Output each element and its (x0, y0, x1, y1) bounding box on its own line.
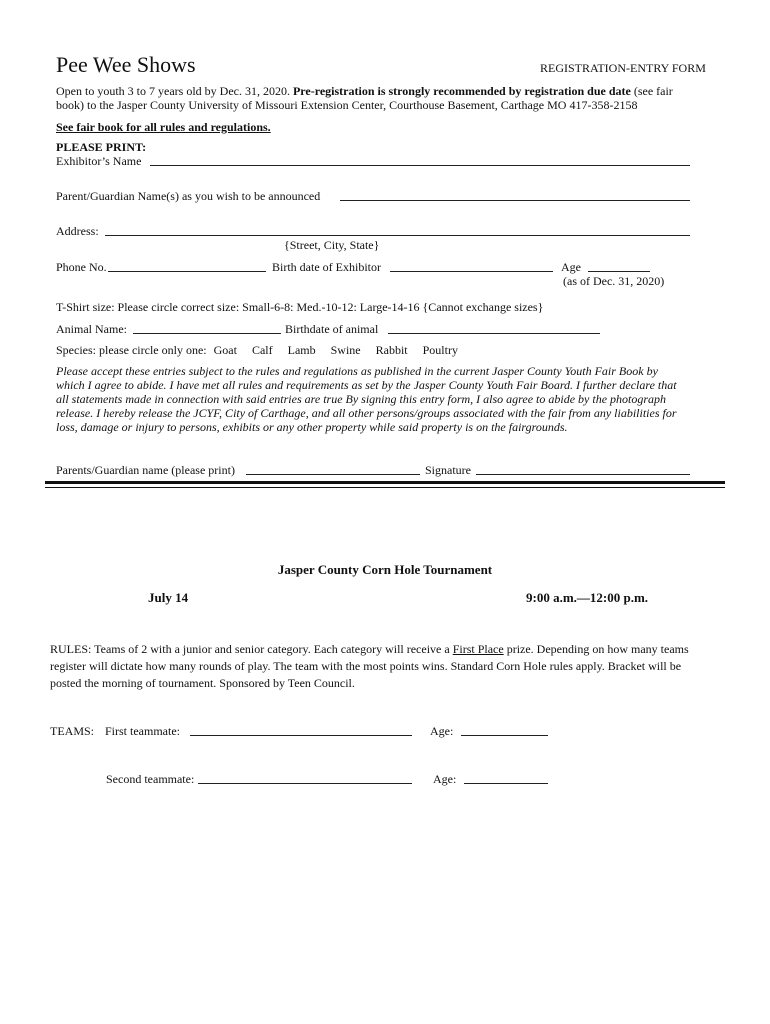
species-option-calf[interactable]: Calf (251, 343, 273, 357)
birthdate-field[interactable] (390, 271, 553, 272)
guardian-name-field[interactable] (340, 200, 690, 201)
first-place-text: First Place (452, 642, 504, 656)
release-line: all statements made in connection with said entries are true By signing this entry form, I also agree to abide by the photograph (56, 392, 667, 406)
rules-line-2: register will dictate how many rounds of play. The team with the most points wins. Standard Corn Hole rules apply. Bracket will be (50, 659, 682, 673)
species-option-rabbit[interactable]: Rabbit (375, 343, 408, 357)
first-teammate-age-label: Age: (430, 724, 454, 738)
first-teammate-label: First teammate: (105, 724, 180, 738)
species-option-goat[interactable]: Goat (213, 343, 237, 357)
animal-name-label: Animal Name: (56, 322, 127, 336)
age-field[interactable] (588, 271, 650, 272)
release-statement (56, 364, 721, 434)
species-option-swine[interactable]: Swine (330, 343, 361, 357)
age-hint: (as of Dec. 31, 2020) (563, 274, 665, 288)
intro-line-2: book) to the Jasper County University of Missouri Extension Center, Courthouse Basement, Carthage MO 417-358-2158 (56, 98, 638, 112)
signature-field[interactable] (476, 474, 690, 475)
release-line: loss, damage or injury to persons, exhibits or any other property while said property is on the fairgrounds. (56, 420, 568, 434)
animal-birthdate-field[interactable] (388, 333, 600, 334)
see-fair-book-note: See fair book for all rules and regulations. (56, 120, 271, 134)
species-option-poultry[interactable]: Poultry (422, 343, 458, 357)
section-divider-thin (45, 487, 725, 488)
rules-text-a: RULES: Teams of 2 with a junior and senior category. Each category will receive a (50, 642, 450, 656)
exhibitor-name-label: Exhibitor’s Name (56, 154, 142, 168)
second-teammate-field[interactable] (198, 783, 412, 784)
intro-text-a: Open to youth 3 to 7 years old by Dec. 31, 2020. (56, 84, 290, 98)
rules-line-3: posted the morning of tournament. Sponsored by Teen Council. (50, 676, 355, 690)
age-label: Age (561, 260, 581, 274)
release-line: release. I hereby release the JCYF, City of Carthage, and all other persons/groups associated with the fair from any liabilities for (56, 406, 677, 420)
phone-field[interactable] (108, 271, 266, 272)
guardian-print-field[interactable] (246, 474, 420, 475)
signature-label: Signature (425, 463, 471, 477)
exhibitor-name-field[interactable] (150, 165, 690, 166)
species-row (56, 343, 458, 357)
address-field[interactable] (105, 235, 690, 236)
species-option-lamb[interactable]: Lamb (287, 343, 316, 357)
rules-line-1 (50, 641, 730, 658)
cornhole-time: 9:00 a.m.—12:00 p.m. (526, 590, 649, 605)
animal-birthdate-label: Birthdate of animal (285, 322, 379, 336)
guardian-name-label: Parent/Guardian Name(s) as you wish to be announced (56, 189, 321, 203)
cornhole-title: Jasper County Corn Hole Tournament (277, 562, 493, 577)
first-teammate-field[interactable] (190, 735, 412, 736)
form-type-label: REGISTRATION-ENTRY FORM (540, 61, 706, 75)
second-teammate-age-field[interactable] (464, 783, 548, 784)
intro-line-1 (56, 84, 673, 98)
teams-label: TEAMS: (50, 724, 95, 738)
please-print-heading: PLEASE PRINT: (56, 140, 147, 154)
species-label: Species: please circle only one: (56, 343, 207, 357)
release-line: Please accept these entries subject to the rules and regulations as published in the current Jasper County Youth Fair Book by (56, 364, 658, 378)
intro-text-b: (see fair (633, 84, 673, 98)
form-title: Pee Wee Shows (56, 52, 196, 77)
animal-name-field[interactable] (133, 333, 281, 334)
cornhole-date: July 14 (148, 590, 189, 605)
second-teammate-age-label: Age: (433, 772, 457, 786)
first-teammate-age-field[interactable] (461, 735, 548, 736)
rules-text-b: prize. Depending on how many teams (506, 642, 689, 656)
intro-text-bold: Pre-registration is strongly recommended by registration due date (292, 84, 631, 98)
address-label: Address: (56, 224, 99, 238)
second-teammate-label: Second teammate: (106, 772, 195, 786)
section-divider-thick (45, 481, 725, 484)
release-line: which I agree to abide. I have met all rules and requirements as set by the Jasper County Youth Fair Board. I further declare that (56, 378, 677, 392)
phone-label: Phone No. (56, 260, 107, 274)
guardian-print-label: Parents/Guardian name (please print) (56, 463, 235, 477)
birthdate-label: Birth date of Exhibitor (272, 260, 381, 274)
address-hint: {Street, City, State} (284, 238, 380, 252)
tshirt-size-line[interactable]: T-Shirt size: Please circle correct size: Small-6-8: Med.-10-12: Large-14-16 {Cannot exchange sizes} (56, 300, 544, 314)
cornhole-rules (50, 641, 730, 692)
